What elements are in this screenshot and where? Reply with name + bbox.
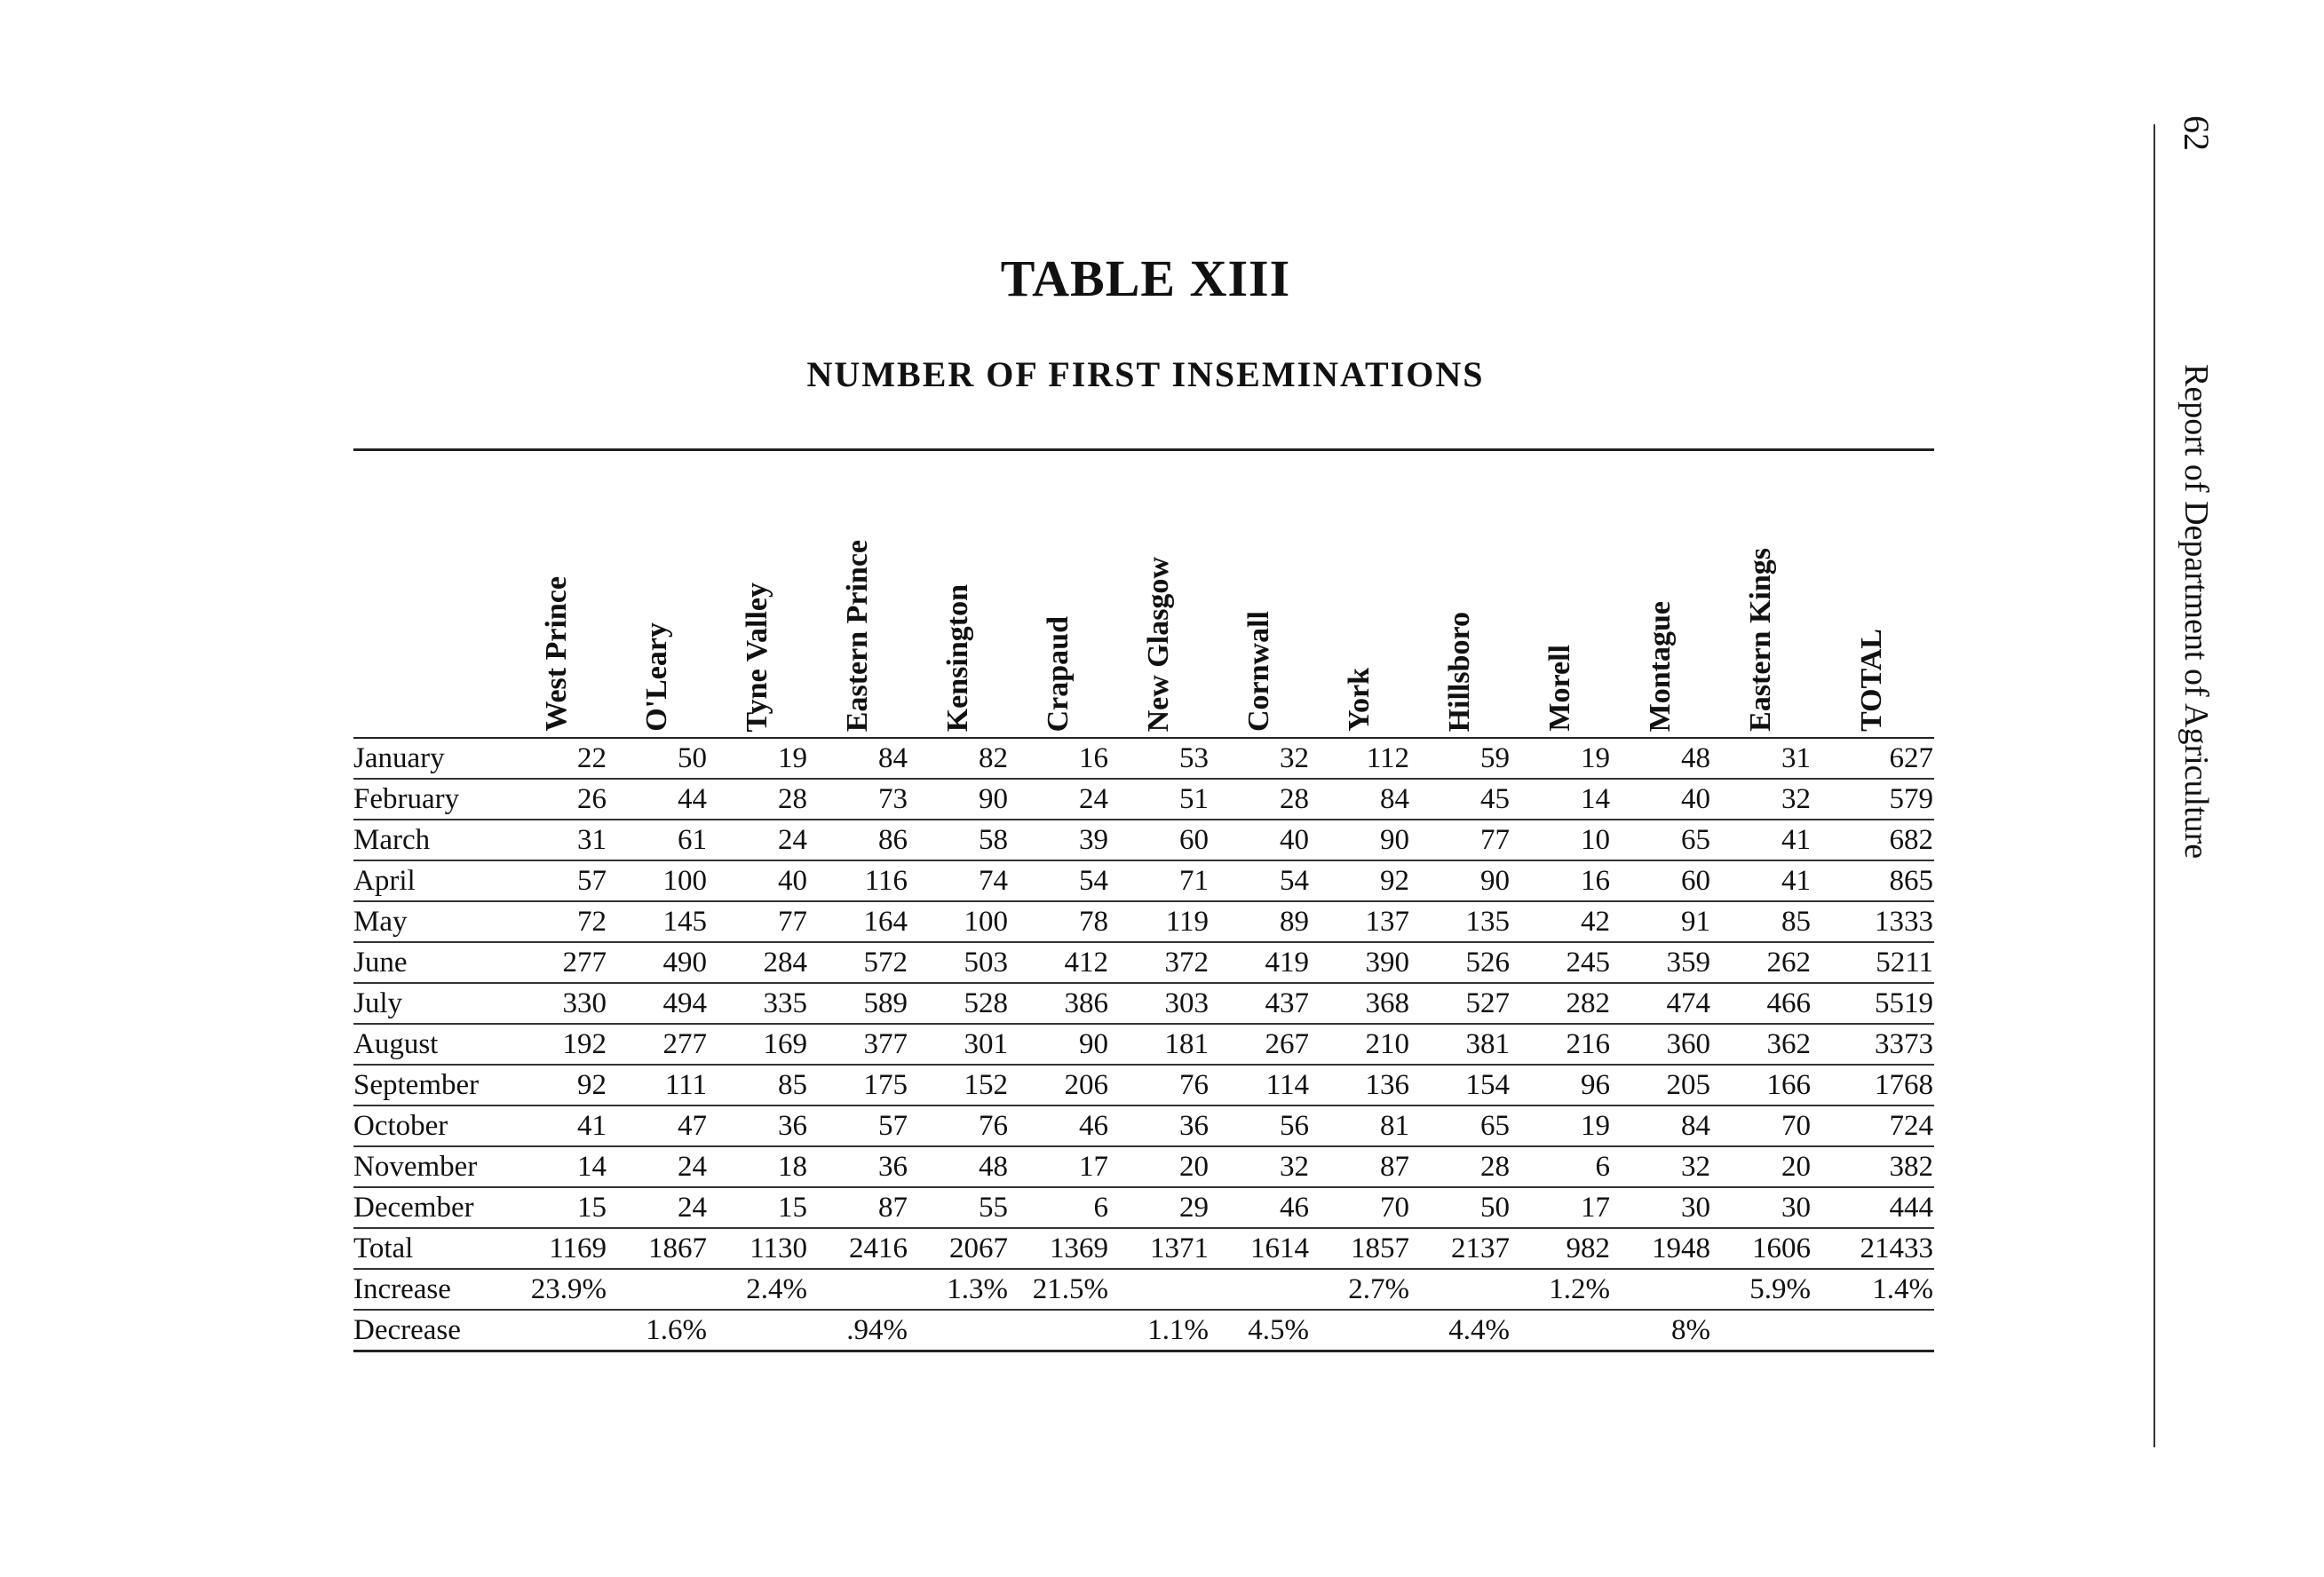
table-cell: 32 [1781,782,1811,815]
column-header-label: Eastern Prince [840,539,874,732]
table-cell: 57 [577,864,607,897]
column-header [1510,451,1610,737]
table-cell: 55 [979,1191,1008,1224]
table-cell: 359 [1666,946,1710,979]
table-cell: 4.5% [1248,1313,1309,1346]
table-cell: 1169 [549,1232,607,1264]
table-cell: 70 [1781,1109,1811,1142]
table-cell: 45 [1480,782,1510,815]
table-cell: 267 [1265,1027,1309,1060]
table-cell: 87 [878,1191,908,1224]
column-header [607,451,707,737]
table-cell: 192 [562,1027,607,1060]
table-cell: 59 [1480,741,1510,774]
table-row [353,943,1934,984]
table-cell: 36 [778,1109,807,1142]
inseminations-table [353,448,1934,1352]
page-number: 62 [2177,115,2217,151]
table-cell: 58 [979,823,1008,856]
row-label: August [353,1027,439,1060]
table-cell: 32 [1681,1150,1710,1183]
table-cell: 57 [878,1109,908,1142]
column-header-label: Montague [1643,600,1677,732]
table-cell: 14 [577,1150,607,1183]
table-cell: 2.4% [746,1272,807,1305]
table-cell: 245 [1566,946,1610,979]
table-cell: 40 [778,864,807,897]
table-cell: 301 [964,1027,1008,1060]
table-cell: 114 [1265,1068,1309,1101]
table-row [353,1066,1934,1106]
row-label: October [353,1109,448,1142]
table-cell: 30 [1681,1191,1710,1224]
table-cell: 85 [1781,905,1811,938]
table-cell: 90 [1380,823,1409,856]
table-cell: 41 [577,1109,607,1142]
table-cell: 116 [864,864,908,897]
column-header [908,451,1008,737]
table-cell: 1606 [1752,1232,1811,1264]
table-cell: 2.7% [1348,1272,1409,1305]
table-cell: 1867 [648,1232,707,1264]
table-cell: 528 [964,987,1008,1019]
table-cell: 437 [1265,987,1309,1019]
table-cell: 73 [878,782,908,815]
column-header [1409,451,1510,737]
table-cell: 175 [863,1068,908,1101]
table-cell: 5211 [1876,946,1933,979]
table-cell: 412 [1064,946,1108,979]
table-cell: 2416 [849,1232,908,1264]
column-header-label: Hillsboro [1442,611,1476,732]
table-cell: 6 [1093,1191,1108,1224]
table-cell: 32 [1280,741,1309,774]
table-cell: 2137 [1451,1232,1510,1264]
table-cell: 48 [979,1150,1008,1183]
table-cell: 72 [577,905,607,938]
table-cell: 41 [1781,823,1811,856]
table-row [353,1270,1934,1311]
table-cell: 19 [1581,741,1610,774]
table-cell: 23.9% [530,1272,607,1305]
column-header-label: Crapaud [1041,615,1075,732]
table-cell: 100 [964,905,1008,938]
table-cell: 17 [1581,1191,1610,1224]
table-cell: 1.2% [1549,1272,1610,1305]
table-cell: 77 [778,905,807,938]
table-cell: 96 [1581,1068,1610,1101]
table-cell: 22 [577,741,607,774]
table-cell: 181 [1164,1027,1209,1060]
table-row [353,1106,1934,1147]
table-cell: 377 [863,1027,908,1060]
running-head: Report of Department of Agriculture [2177,363,2215,859]
table-cell: 29 [1179,1191,1209,1224]
table-cell: 865 [1889,864,1933,897]
table-cell: 31 [1781,741,1811,774]
column-header [1108,451,1209,737]
table-cell: 16 [1581,864,1610,897]
row-label: February [353,782,460,815]
table-cell: 136 [1365,1068,1409,1101]
table-cell: 166 [1766,1068,1811,1101]
row-label: January [353,741,445,774]
table-cell: 30 [1781,1191,1811,1224]
table-cell: 39 [1079,823,1108,856]
table-cell: 18 [778,1150,807,1183]
table-cell: 145 [662,905,707,938]
column-header-label: New Glasgow [1141,556,1175,732]
table-cell: 76 [979,1109,1008,1142]
table-cell: 60 [1681,864,1710,897]
column-header-label: Tyne Valley [740,582,773,732]
table-cell: 303 [1164,987,1209,1019]
table-cell: 41 [1781,864,1811,897]
table-cell: 490 [662,946,707,979]
table-cell: 21433 [1860,1232,1933,1264]
table-cell: 1.4% [1872,1272,1933,1305]
column-header-row [353,451,1934,739]
table-cell: 1.1% [1147,1313,1209,1346]
table-cell: 65 [1681,823,1710,856]
table-cell: 51 [1179,782,1209,815]
table-cell: 84 [878,741,908,774]
table-cell: 16 [1079,741,1108,774]
table-cell: 503 [964,946,1008,979]
table-cell: 137 [1365,905,1409,938]
table-cell: 3373 [1875,1027,1933,1060]
table-cell: 17 [1079,1150,1108,1183]
table-cell: 92 [577,1068,607,1101]
table-cell: 89 [1280,905,1309,938]
column-header-label: O'Leary [639,622,673,732]
table-cell: 135 [1465,905,1510,938]
table-cell: 5.9% [1749,1272,1811,1305]
table-cell: 169 [763,1027,807,1060]
table-cell: 1130 [750,1232,807,1264]
table-cell: 24 [778,823,807,856]
table-cell: 14 [1581,782,1610,815]
table-cell: 36 [1179,1109,1209,1142]
table-cell: 46 [1280,1191,1309,1224]
table-cell: 206 [1064,1068,1108,1101]
table-cell: 390 [1365,946,1409,979]
table-cell: 282 [1566,987,1610,1019]
table-cell: 284 [763,946,807,979]
table-cell: 50 [1480,1191,1510,1224]
table-cell: 368 [1365,987,1409,1019]
table-cell: 154 [1465,1068,1510,1101]
table-cell: 362 [1766,1027,1811,1060]
table-cell: 1371 [1150,1232,1209,1264]
table-cell: 386 [1064,987,1108,1019]
table-cell: 579 [1889,782,1933,815]
column-header-label: West Prince [539,576,573,732]
table-cell: 277 [662,1027,707,1060]
table-cell: 54 [1079,864,1108,897]
table-cell: 1948 [1652,1232,1710,1264]
table-cell: 627 [1889,741,1933,774]
table-cell: 90 [1480,864,1510,897]
table-cell: 381 [1465,1027,1510,1060]
column-header [1610,451,1710,737]
table-cell: 1614 [1250,1232,1309,1264]
table-cell: 48 [1681,741,1710,774]
table-cell: 92 [1380,864,1409,897]
table-cell: 85 [778,1068,807,1101]
table-cell: 24 [678,1150,707,1183]
table-cell: 2067 [949,1232,1008,1264]
table-cell: 589 [863,987,908,1019]
table-cell: 119 [1165,905,1209,938]
page-header-side [2176,115,2217,859]
table-cell: 82 [979,741,1008,774]
row-label: September [353,1068,480,1101]
table-cell: 20 [1179,1150,1209,1183]
table-cell: 31 [577,823,607,856]
table-cell: 466 [1766,987,1811,1019]
table-cell: 1333 [1875,905,1933,938]
table-cell: 15 [778,1191,807,1224]
table-cell: 19 [1581,1109,1610,1142]
column-header [1008,451,1108,737]
table-cell: 382 [1889,1150,1933,1183]
table-cell: 21.5% [1032,1272,1108,1305]
column-header-label: Eastern Kings [1743,548,1777,732]
table-cell: 53 [1179,741,1209,774]
table-cell: 81 [1380,1109,1409,1142]
table-cell: 19 [778,741,807,774]
table-cell: 277 [562,946,607,979]
table-cell: 36 [878,1150,908,1183]
table-cell: 42 [1581,905,1610,938]
table-cell: 86 [878,823,908,856]
table-cell: 10 [1581,823,1610,856]
table-cell: 70 [1380,1191,1409,1224]
table-subtitle: NUMBER OF FIRST INSEMINATIONS [806,354,1485,394]
column-header [807,451,908,737]
column-header-label: Morell [1543,645,1576,732]
table-row [353,780,1934,820]
column-header-label: Cornwall [1241,611,1275,732]
table-row [353,1147,1934,1188]
table-row [353,1311,1934,1352]
column-header [1710,451,1811,737]
table-cell: 91 [1681,905,1710,938]
column-header-label: Kensington [940,583,974,732]
table-cell: 682 [1889,823,1933,856]
table-cell: 47 [678,1109,707,1142]
table-cell: 40 [1280,823,1309,856]
table-cell: 6 [1595,1150,1610,1183]
table-cell: 5519 [1875,987,1933,1019]
column-header-label: TOTAL [1855,629,1888,732]
table-cell: 32 [1280,1150,1309,1183]
row-label-header [353,451,506,737]
table-cell: 77 [1480,823,1510,856]
table-cell: 90 [979,782,1008,815]
table-cell: 24 [678,1191,707,1224]
table-cell: 84 [1380,782,1409,815]
row-label: December [353,1191,474,1224]
row-label: March [353,823,431,856]
table-cell: 444 [1889,1191,1933,1224]
table-cell: 111 [664,1068,707,1101]
table-cell: 54 [1280,864,1309,897]
table-cell: 210 [1365,1027,1409,1060]
table-body [353,739,1934,1352]
column-header [1209,451,1309,737]
table-cell: 26 [577,782,607,815]
table-row [353,902,1934,943]
row-label: Increase [353,1272,451,1305]
column-header [506,451,607,737]
row-label: July [353,987,403,1019]
table-cell: 982 [1566,1232,1610,1264]
table-cell: 1.6% [646,1313,707,1346]
margin-rule [2153,124,2155,1447]
table-cell: 335 [763,987,807,1019]
table-cell: 24 [1079,782,1108,815]
table-cell: 60 [1179,823,1209,856]
table-cell: 28 [1480,1150,1510,1183]
table-cell: 1768 [1875,1068,1933,1101]
table-cell: 164 [863,905,908,938]
table-row [353,739,1934,780]
table-cell: 71 [1179,864,1209,897]
table-cell: 1.3% [947,1272,1008,1305]
column-header [1811,451,1933,737]
table-cell: 44 [678,782,707,815]
table-cell: 152 [964,1068,1008,1101]
row-label: Decrease [353,1313,461,1346]
table-cell: 494 [662,987,707,1019]
table-row [353,1229,1934,1270]
table-cell: 419 [1265,946,1309,979]
table-cell: 360 [1666,1027,1710,1060]
row-label: November [353,1150,478,1183]
table-cell: 1857 [1351,1232,1409,1264]
table-row [353,1025,1934,1066]
table-cell: 76 [1179,1068,1209,1101]
table-row [353,820,1934,861]
table-cell: 100 [662,864,707,897]
table-cell: 15 [577,1191,607,1224]
table-cell: 78 [1079,905,1108,938]
row-label: April [353,864,416,897]
table-cell: 474 [1666,987,1710,1019]
column-header [707,451,807,737]
table-cell: 526 [1465,946,1510,979]
row-label: May [353,905,408,938]
table-cell: 28 [1280,782,1309,815]
column-header-label: York [1342,668,1376,732]
table-cell: 1369 [1050,1232,1108,1264]
table-row [353,984,1934,1025]
table-cell: 65 [1480,1109,1510,1142]
table-cell: .94% [846,1313,908,1346]
column-header [1309,451,1409,737]
table-cell: 87 [1380,1150,1409,1183]
table-cell: 28 [778,782,807,815]
table-cell: 216 [1566,1027,1610,1060]
table-cell: 46 [1079,1109,1108,1142]
table-cell: 8% [1671,1313,1710,1346]
row-label: June [353,946,408,979]
table-cell: 4.4% [1448,1313,1510,1346]
table-cell: 84 [1681,1109,1710,1142]
table-cell: 330 [562,987,607,1019]
table-cell: 74 [979,864,1008,897]
table-cell: 20 [1781,1150,1811,1183]
table-title: TABLE XIII [1000,250,1291,307]
table-cell: 262 [1766,946,1811,979]
table-cell: 90 [1079,1027,1108,1060]
table-cell: 205 [1666,1068,1710,1101]
table-cell: 40 [1681,782,1710,815]
table-cell: 61 [678,823,707,856]
table-cell: 572 [863,946,908,979]
table-cell: 527 [1465,987,1510,1019]
table-cell: 372 [1164,946,1209,979]
table-row [353,861,1934,902]
table-cell: 112 [1366,741,1409,774]
table-cell: 724 [1889,1109,1933,1142]
table-cell: 56 [1280,1109,1309,1142]
table-cell: 50 [678,741,707,774]
table-row [353,1188,1934,1229]
row-label: Total [353,1232,414,1264]
